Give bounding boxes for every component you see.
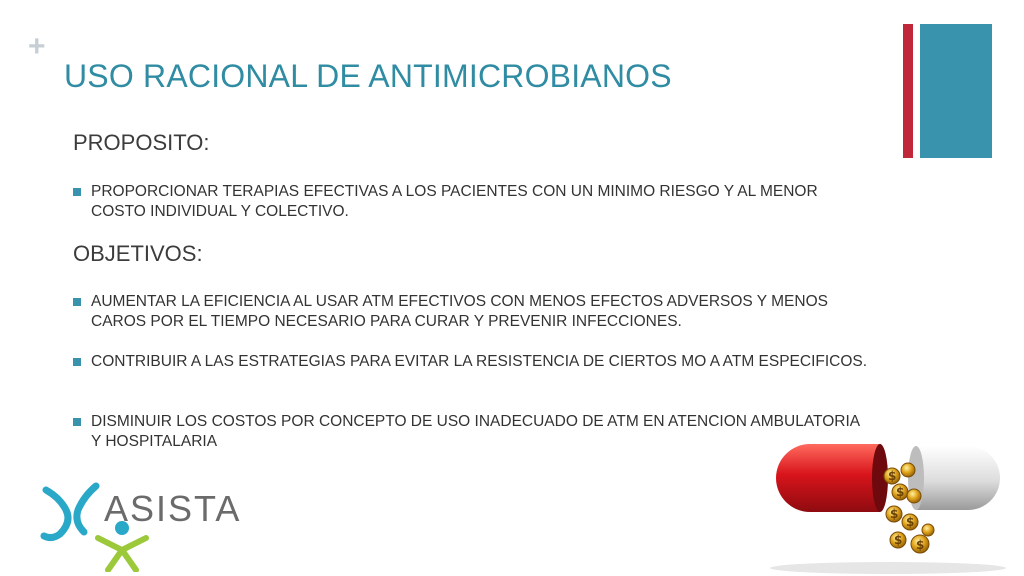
square-bullet-icon — [73, 188, 81, 196]
bullet-text: AUMENTAR LA EFICIENCIA AL USAR ATM EFECTIVOS CON MENOS EFECTOS ADVERSOS Y MENOS CAROS POR EL TIEMPO NECESARIO PARA CURAR Y PREVENIR INFECCIONES. — [91, 293, 828, 330]
svg-text:$: $ — [906, 515, 915, 529]
svg-text:$: $ — [888, 469, 897, 483]
money-capsule-image — [768, 426, 1014, 576]
bullet-text: DISMINUIR LOS COSTOS POR CONCEPTO DE USO INADECUADO DE ATM EN ATENCION AMBULATORIA Y HOSPITALARIA — [91, 413, 860, 450]
teal-accent-block — [920, 24, 992, 158]
plus-icon: + — [28, 30, 46, 63]
bullet-item — [73, 352, 873, 372]
bullet-text: CONTRIBUIR A LAS ESTRATEGIAS PARA EVITAR LA RESISTENCIA DE CIERTOS MO A ATM ESPECIFICOS. — [91, 353, 868, 370]
svg-text:$: $ — [890, 507, 899, 521]
heading-proposito: PROPOSITO: — [73, 130, 210, 155]
bullet-text: PROPORCIONAR TERAPIAS EFECTIVAS A LOS PACIENTES CON UN MINIMO RIESGO Y AL MENOR COSTO INDIVIDUAL Y COLECTIVO. — [91, 183, 818, 220]
square-bullet-icon — [73, 358, 81, 366]
logo-text: ASISTA — [104, 488, 242, 529]
heading-objetivos: OBJETIVOS: — [73, 241, 203, 266]
svg-text:$: $ — [894, 533, 903, 547]
square-bullet-icon — [73, 418, 81, 426]
svg-text:$: $ — [896, 485, 905, 499]
svg-text:$: $ — [916, 538, 925, 552]
bullet-item — [73, 182, 873, 222]
slide-title: USO RACIONAL DE ANTIMICROBIANOS — [64, 58, 672, 94]
bullet-item — [73, 412, 873, 452]
red-accent-bar — [903, 24, 913, 158]
bullet-item — [73, 292, 873, 332]
square-bullet-icon — [73, 298, 81, 306]
